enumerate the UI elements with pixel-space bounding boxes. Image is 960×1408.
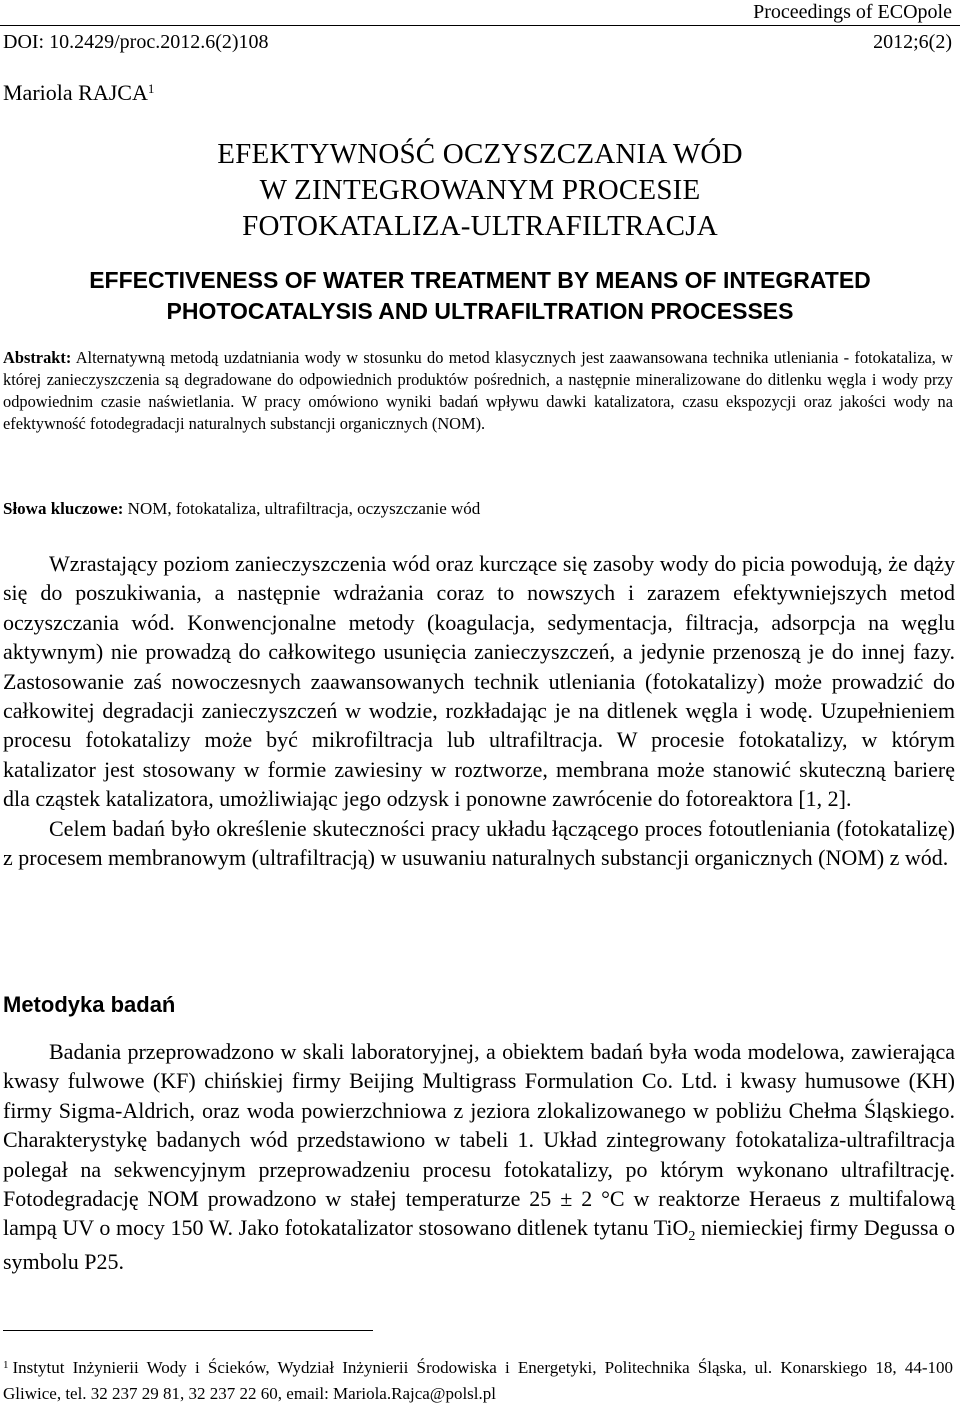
footnote-text: Instytut Inżynierii Wody i Ścieków, Wydział Inżynierii Środowiska i Energetyki, Politechnika Śląska, ul. Konarskiego 18, 44-100 Gliwice, tel. 32 237 29 81, 32 237 22 60, email: Mariola.Rajca@polsl.pl <box>3 1358 953 1403</box>
issue-number: 2012;6(2) <box>873 31 952 53</box>
intro-paragraph-2: Celem badań było określenie skuteczności pracy układu łączącego proces fotoutleniania (fotokatalizę) z procesem membranowym (ultrafiltracją) w usuwaniu naturalnych substancji organicznych (NOM) z wód. <box>3 815 955 871</box>
abstract-text: Alternatywną metodą uzdatniania wody w stosunku do metod klasycznych jest zaawansowana technika utleniania - fotokataliza, w której zanieczyszczenia są degradowane do odpowiednich produktów pośrednich, a następnie mineralizowane do ditlenku węgla i wody przy odpowiednim czasie naświetlania. W pracy omówiono wyniki badań wpływu dawki katalizatora, czasu ekspozycji oraz jakości wody na efektywność fotodegradacji naturalnych substancji organicznych (NOM). <box>3 348 953 433</box>
methods-paragraph <box>3 1037 955 1276</box>
title-english <box>0 265 960 327</box>
title-polish <box>0 136 960 244</box>
introduction <box>3 549 955 872</box>
keywords-label: Słowa kluczowe: <box>3 499 124 518</box>
abstract <box>3 347 953 435</box>
keywords-text: NOM, fotokataliza, ultrafiltracja, oczyszczanie wód <box>127 499 481 518</box>
journal-name: Proceedings of ECOpole <box>753 1 952 23</box>
title-polish-line-1: EFEKTYWNOŚĆ OCZYSZCZANIA WÓD <box>217 138 743 170</box>
title-polish-line-2: W ZINTEGROWANYM PROCESIE <box>259 174 701 206</box>
intro-paragraph-1: Wzrastający poziom zanieczyszczenia wód oraz kurczące się zasoby wody do picia powodują, że dąży się do poszukiwania, a następnie wdrażania coraz to nowszych i zarazem efektywniejszych metod oczyszczania wód. Konwencjonalne metody (koagulacja, sedymentacja, filtracja, adsorpcja na węglu aktywnym) nie prowadzą do całkowitego usunięcia zanieczyszczeń, a jedynie przenoszą je do innej fazy. Zastosowanie zaś nowoczesnych zaawansowanych technik utleniania (fotokatalizy) może prowadzić do całkowitej degradacji zanieczyszczeń w wodzie, rozkładając je na ditlenek węgla i wodę. Uzupełnieniem procesu fotokatalizy może być mikrofiltracja lub ultrafiltracja. W procesie fotokatalizy, w którym katalizator jest stosowany w formie zawiesiny w roztworze, membrana może stanowić skuteczną barierę dla cząstek katalizatora, umożliwiając jego odzysk i ponowne zawrócenie do fotoreaktora [1, 2]. <box>3 551 955 812</box>
footnote-mark: 1 <box>3 1359 9 1371</box>
methods-text-part-2: niemieckiej firmy Degussa o symbolu P25. <box>3 1215 955 1274</box>
keywords <box>3 498 480 520</box>
footnote-rule <box>3 1330 373 1331</box>
methods-text-part-1: Badania przeprowadzono w skali laboratoryjnej, a obiektem badań była woda modelowa, zawierająca kwasy fulwowe (KF) chińskiej firmy Beijing Multigrass Formulation Co. Ltd. i kwasy humusowe (KH) firmy Sigma-Aldrich, oraz woda powierzchniowa z jeziora zlokalizowanego w pobliżu Chełma Śląskiego. Charakterystykę badanych wód przedstawiono w tabeli 1. Układ zintegrowany fotokataliza-ultrafiltracja polegał na sekwencyjnym przeprowadzeniu procesu fotokatalizy, po którym wykonano ultrafiltrację. Fotodegradację NOM prowadzono w stałej temperaturze 25 ± 2 °C w reaktorze Heraeus z multifalową lampą UV o mocy 150 W. Jako fotokatalizator stosowano ditlenek tytanu TiO <box>3 1039 955 1241</box>
author-name: Mariola RAJCA <box>3 80 148 105</box>
methods-section <box>3 1037 955 1276</box>
header-rule <box>0 25 960 26</box>
footnote <box>3 1355 953 1407</box>
title-english-line-1: EFFECTIVENESS OF WATER TREATMENT BY MEANS OF INTEGRATED <box>89 267 871 293</box>
title-polish-line-3: FOTOKATALIZA-ULTRAFILTRACJA <box>242 210 718 242</box>
title-english-line-2: PHOTOCATALYSIS AND ULTRAFILTRATION PROCESSES <box>166 298 794 324</box>
author-affiliation-mark: 1 <box>147 81 155 96</box>
methods-subscript: 2 <box>688 1229 696 1245</box>
abstract-label: Abstrakt: <box>3 348 72 367</box>
author-line <box>3 80 154 106</box>
section-heading-methods: Metodyka badań <box>3 992 176 1017</box>
doi-line: DOI: 10.2429/proc.2012.6(2)108 <box>3 31 269 53</box>
